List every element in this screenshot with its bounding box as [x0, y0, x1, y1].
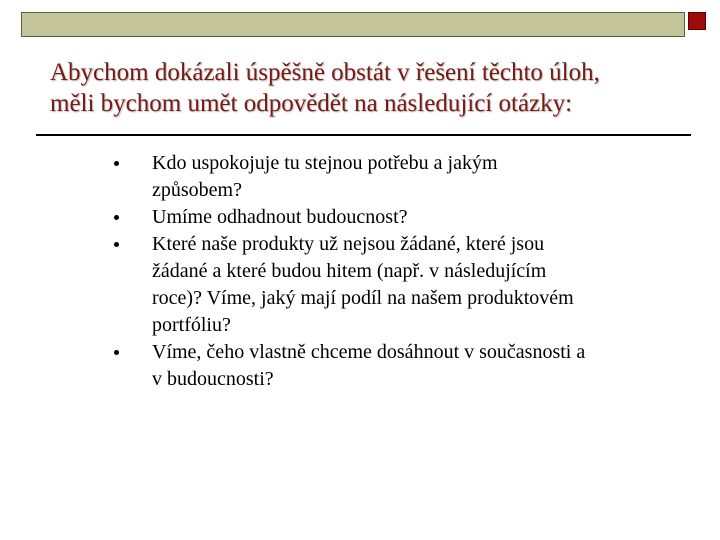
bullet-item — [0, 231, 692, 339]
slide-title-line: měli bychom umět odpovědět na následující otázky: — [50, 90, 573, 117]
bullet-dot-icon — [114, 350, 119, 355]
bullet-item — [0, 204, 692, 231]
bullet-text-line: Kdo uspokojuje tu stejnou potřebu a jakým — [152, 152, 498, 174]
bullet-text-line: způsobem? — [152, 179, 242, 201]
decorative-top-bar — [21, 12, 685, 37]
bullet-text-line: roce)? Víme, jaký mají podíl na našem produktovém — [152, 287, 574, 309]
bullet-item — [0, 339, 692, 393]
bullet-text-line: Umíme odhadnout budoucnost? — [152, 206, 408, 228]
bullet-list — [0, 150, 720, 393]
bullet-text-line: Které naše produkty už nejsou žádané, které jsou — [152, 233, 545, 255]
bullet-dot-icon — [114, 161, 119, 166]
bullet-text-line: Víme, čeho vlastně chceme dosáhnout v současnosti a — [152, 341, 586, 363]
bullet-text-line: v budoucnosti? — [152, 368, 274, 390]
bullet-dot-icon — [114, 242, 119, 247]
slide-title-line: Abychom dokázali úspěšně obstát v řešení těchto úloh, — [50, 59, 600, 86]
bullet-text-line: portfóliu? — [152, 314, 231, 336]
bullet-dot-icon — [114, 215, 119, 220]
decorative-corner-square — [688, 12, 706, 30]
slide-title — [50, 57, 690, 119]
bullet-text-line: žádané a které budou hitem (např. v následujícím — [152, 260, 547, 282]
bullet-item — [0, 150, 692, 204]
title-divider — [36, 134, 691, 136]
